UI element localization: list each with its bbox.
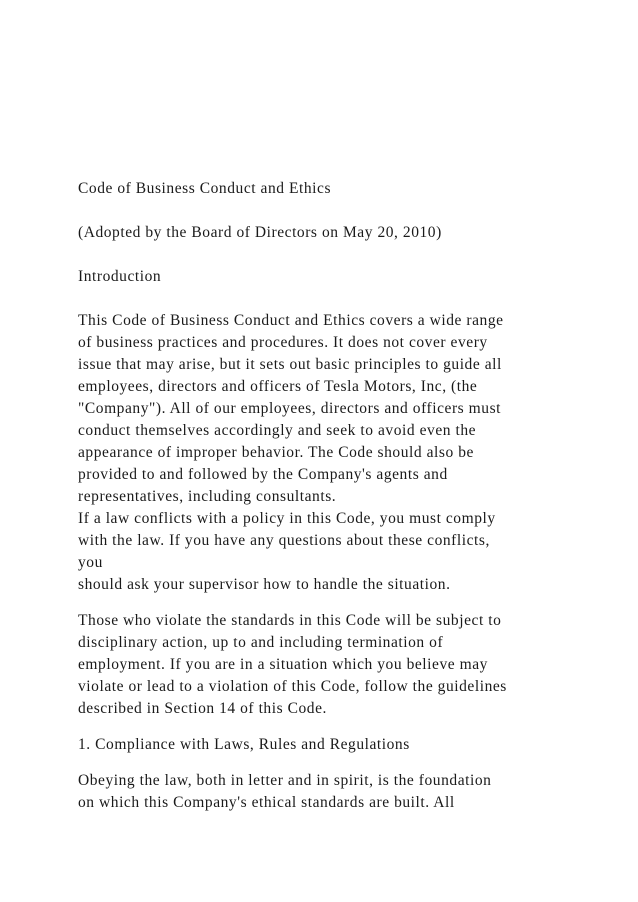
paragraph-line: disciplinary action, up to and including termination of <box>78 634 444 651</box>
paragraph-line: conduct themselves accordingly and seek to avoid even the <box>78 422 477 439</box>
paragraph-line: appearance of improper behavior. The Code should also be <box>78 444 474 461</box>
paragraph-line: This Code of Business Conduct and Ethics covers a wide range <box>78 312 504 329</box>
paragraph-line: employment. If you are in a situation which you believe may <box>78 656 488 673</box>
document-title: Code of Business Conduct and Ethics <box>78 180 332 197</box>
paragraph-line: on which this Company's ethical standards are built. All <box>78 794 455 811</box>
paragraph-line: you <box>78 554 103 571</box>
paragraph-line: of business practices and procedures. It does not cover every <box>78 334 488 351</box>
paragraph-line: provided to and followed by the Company's agents and <box>78 466 448 483</box>
paragraph-line: violate or lead to a violation of this Code, follow the guidelines <box>78 678 507 695</box>
paragraph-line: If a law conflicts with a policy in this Code, you must comply <box>78 510 496 527</box>
introduction-heading: Introduction <box>78 268 162 285</box>
paragraph-line: employees, directors and officers of Tesla Motors, Inc, (the <box>78 378 478 395</box>
paragraph-line: representatives, including consultants. <box>78 488 337 505</box>
paragraph-line: Those who violate the standards in this Code will be subject to <box>78 612 502 629</box>
paragraph-line: Obeying the law, both in letter and in spirit, is the foundation <box>78 772 492 789</box>
paragraph-line: should ask your supervisor how to handle the situation. <box>78 576 451 593</box>
paragraph-line: issue that may arise, but it sets out basic principles to guide all <box>78 356 502 373</box>
paragraph-line: described in Section 14 of this Code. <box>78 700 327 717</box>
paragraph-line: with the law. If you have any questions about these conflicts, <box>78 532 490 549</box>
paragraph-line: "Company"). All of our employees, directors and officers must <box>78 400 502 417</box>
adoption-note: (Adopted by the Board of Directors on May 20, 2010) <box>78 224 442 241</box>
section-heading: 1. Compliance with Laws, Rules and Regulations <box>78 736 410 753</box>
